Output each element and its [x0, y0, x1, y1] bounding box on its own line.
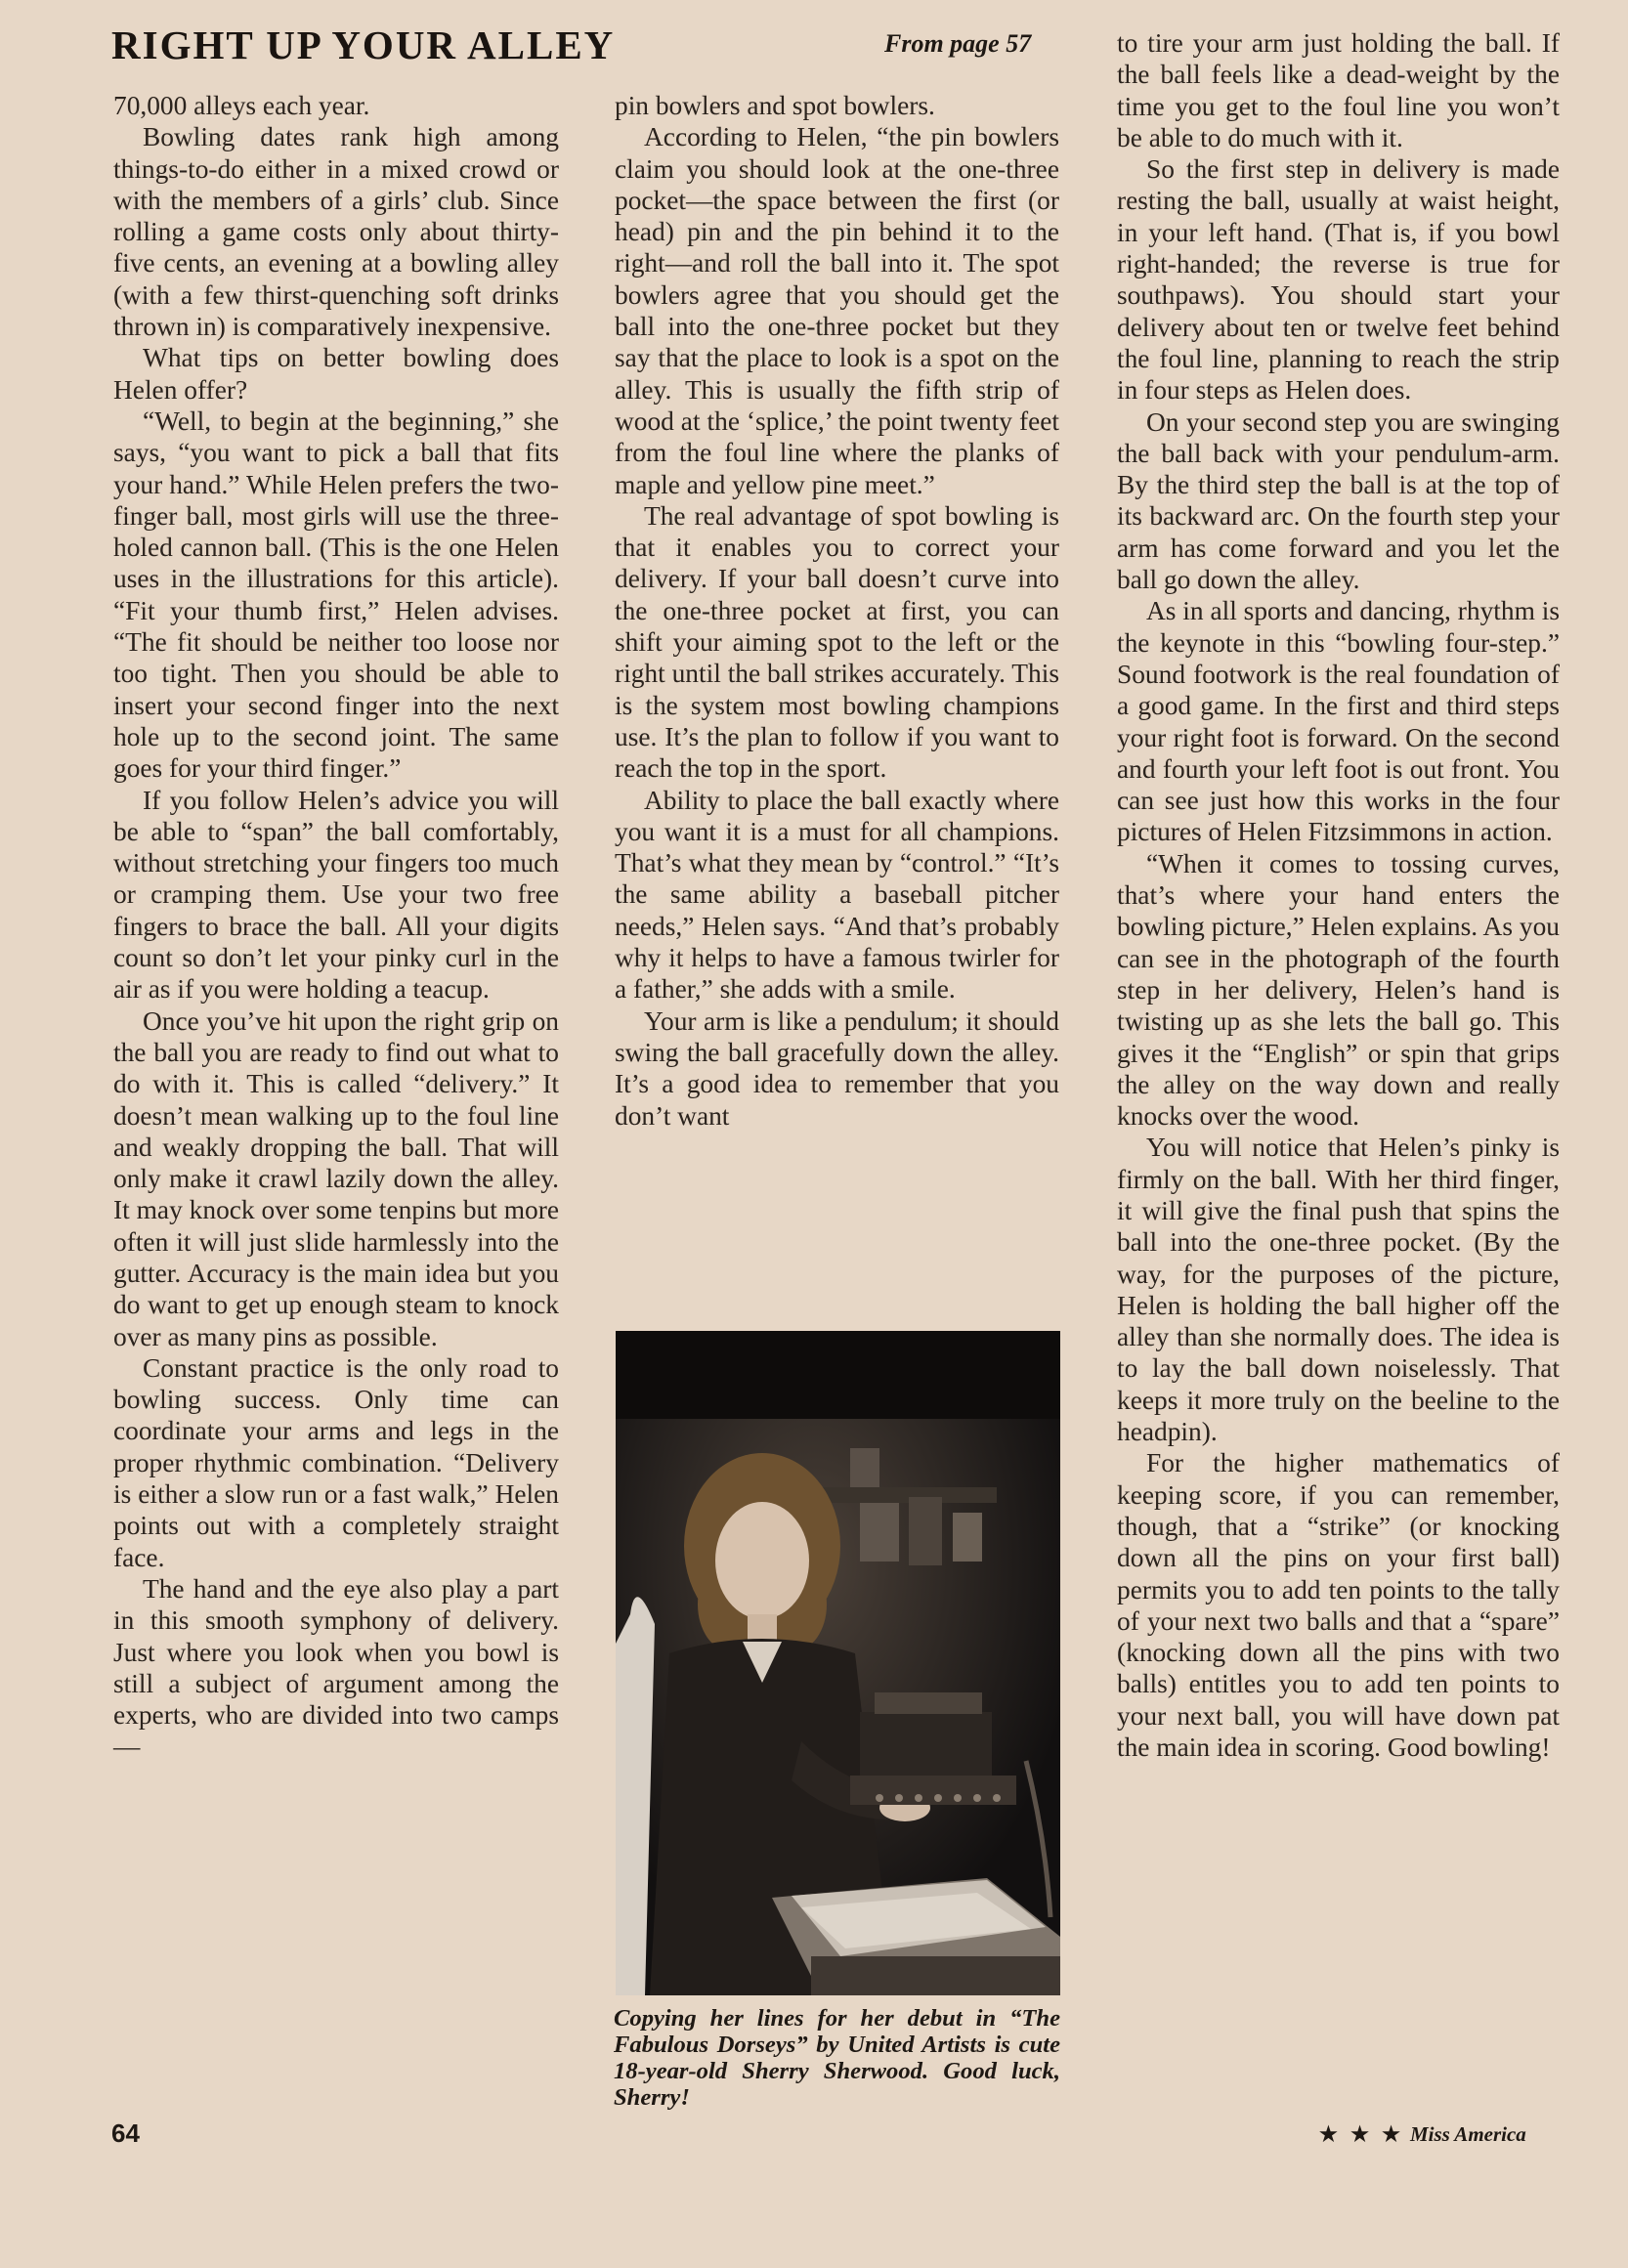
paragraph: The hand and the eye also play a part in this smooth symphony of delivery. Just where you look when you bowl is still a subject of argument among the experts, who are divided into two camps— [113, 1573, 559, 1762]
paragraph: Bowling dates rank high among things-to-do either in a mixed crowd or with the members of a girls’ club. Since rolling a game costs only about thirty-five cents, an evening at a bowling alley (with a few thirst-quenching soft drinks thrown in) is comparatively inexpensive. [113, 122, 559, 342]
photo-caption: Copying her lines for her debut in “The Fabulous Dorseys” by United Artists is cute 18-year-old Sherry Sherwood. Good luck, Sherry! [614, 2005, 1060, 2111]
paragraph: to tire your arm just holding the ball. If the ball feels like a dead-weight by the time you get to the foul line you won’t be able to do much with it. [1117, 28, 1560, 152]
page-number: 64 [111, 2118, 140, 2148]
paragraph: pin bowlers and spot bowlers. [615, 91, 935, 120]
paragraph: So the first step in delivery is made resting the ball, usually at waist height, in your left hand. (That is, if you bowl right-handed; the reverse is true for southpaws). You should start your delivery about ten or twelve feet behind the foul line, planning to reach the strip in four steps as Helen does. [1117, 154, 1560, 406]
paragraph: If you follow Helen’s advice you will be able to “span” the ball comfortably, without stretching your fingers too much or cramping them. Use your two free fingers to brace the ball. All your digits count so don’t let your pinky curl in the air as if you were holding a teacup. [113, 785, 559, 1005]
text-column-1 [113, 90, 559, 1763]
paragraph: For the higher mathematics of keeping score, if you can remember, though, that a “strike” (or knocking down all the pins on your first ball) permits you to add ten points to the tally of your next two balls and that a “spare” (knocking down all the pins with two balls) entitles you to add ten points to your next ball, you will have down pat the main idea in scoring. Good bowling! [1117, 1448, 1560, 1763]
paragraph: Ability to place the ball exactly where you want it is a must for all champions. That’s what they mean by “control.” “It’s the same ability a baseball pitcher needs,” Helen says. “And that’s probably why it helps to have a famous twirler for a father,” she adds with a smile. [615, 785, 1059, 1005]
paragraph: On your second step you are swinging the ball back with your pendulum-arm. By the third step the ball is at the top of its backward arc. On the fourth step your arm has come forward and you let the ball go down the alley. [1117, 407, 1560, 595]
stars-icon: ★ ★ ★ [1319, 2122, 1404, 2146]
typewriter-photo [616, 1331, 1060, 1995]
continued-from-label: From page 57 [884, 29, 1032, 58]
magazine-footer [1319, 2122, 1526, 2147]
photo-illustration [616, 1331, 1060, 1995]
magazine-name: Miss America [1409, 2122, 1526, 2146]
paragraph: “When it comes to tossing curves, that’s where your hand enters the bowling picture,” Helen explains. As you can see in the photograph of the fourth step in her delivery, Helen’s hand is twisting up as she lets the ball go. This gives it the “English” or spin that grips the alley on the way down and really knocks over the wood. [1117, 848, 1560, 1132]
paragraph: According to Helen, “the pin bowlers claim you should look at the one-three pocket—the space between the first (or head) pin and the pin behind it to the right—and roll the ball into it. The spot bowlers agree that you should get the ball into the one-three pocket but they say that the place to look is a spot on the alley. This is usually the fifth strip of wood at the ‘splice,’ the point twenty feet from the foul line where the planks of maple and yellow pine meet.” [615, 122, 1059, 499]
text-column-2 [615, 90, 1059, 1132]
paragraph: You will notice that Helen’s pinky is firmly on the ball. With her third finger, it will give the final push that spins the ball into the one-three pocket. (By the way, for the purposes of the picture, Helen is holding the ball higher off the alley than she normally does. The idea is to lay the ball down noiselessly. That keeps it more truly on the beeline to the headpin). [1117, 1133, 1560, 1447]
paragraph: “Well, to begin at the beginning,” she says, “you want to pick a ball that fits your hand.” While Helen prefers the two-finger ball, most girls will use the three-holed cannon ball. (This is the one Helen uses in the illustrations for this article). “Fit your thumb first,” Helen advises. “The fit should be neither too loose nor too tight. Then you should be able to insert your second finger into the next hole up to the second joint. The same goes for your third finger.” [113, 406, 559, 784]
paragraph: The real advantage of spot bowling is that it enables you to correct your delivery. If your ball doesn’t curve into the one-three pocket at first, you can shift your aiming spot to the left or the right until the ball strikes accurately. This is the system most bowling champions use. It’s the plan to follow if you want to reach the top in the sport. [615, 500, 1059, 784]
paragraph: 70,000 alleys each year. [113, 91, 370, 120]
paragraph: Your arm is like a pendulum; it should swing the ball gracefully down the alley. It’s a good idea to remember that you don’t want [615, 1006, 1059, 1131]
paragraph: As in all sports and dancing, rhythm is the keynote in this “bowling four-step.” Sound footwork is the real foundation of a good game. In the first and third steps your right foot is forward. On the second and fourth your left foot is out front. You can see just how this works in the four pictures of Helen Fitzsimmons in action. [1117, 596, 1560, 847]
article-title: RIGHT UP YOUR ALLEY [111, 22, 616, 67]
text-column-3 [1117, 27, 1560, 1763]
paragraph: Once you’ve hit upon the right grip on the ball you are ready to find out what to do with it. This is called “delivery.” It doesn’t mean walking up to the foul line and weakly dropping the ball. That will only make it crawl lazily down the alley. It may knock over some tenpins but more often it will just slide harmlessly into the gutter. Accuracy is the main idea but you do want to get up enough steam to knock over as many pins as possible. [113, 1006, 559, 1351]
paragraph: Constant practice is the only road to bowling success. Only time can coordinate your arms and legs in the proper rhythmic combination. “Delivery is either a slow run or a fast walk,” Helen points out with a completely straight face. [113, 1352, 559, 1572]
paragraph: What tips on better bowling does Helen offer? [113, 343, 559, 405]
